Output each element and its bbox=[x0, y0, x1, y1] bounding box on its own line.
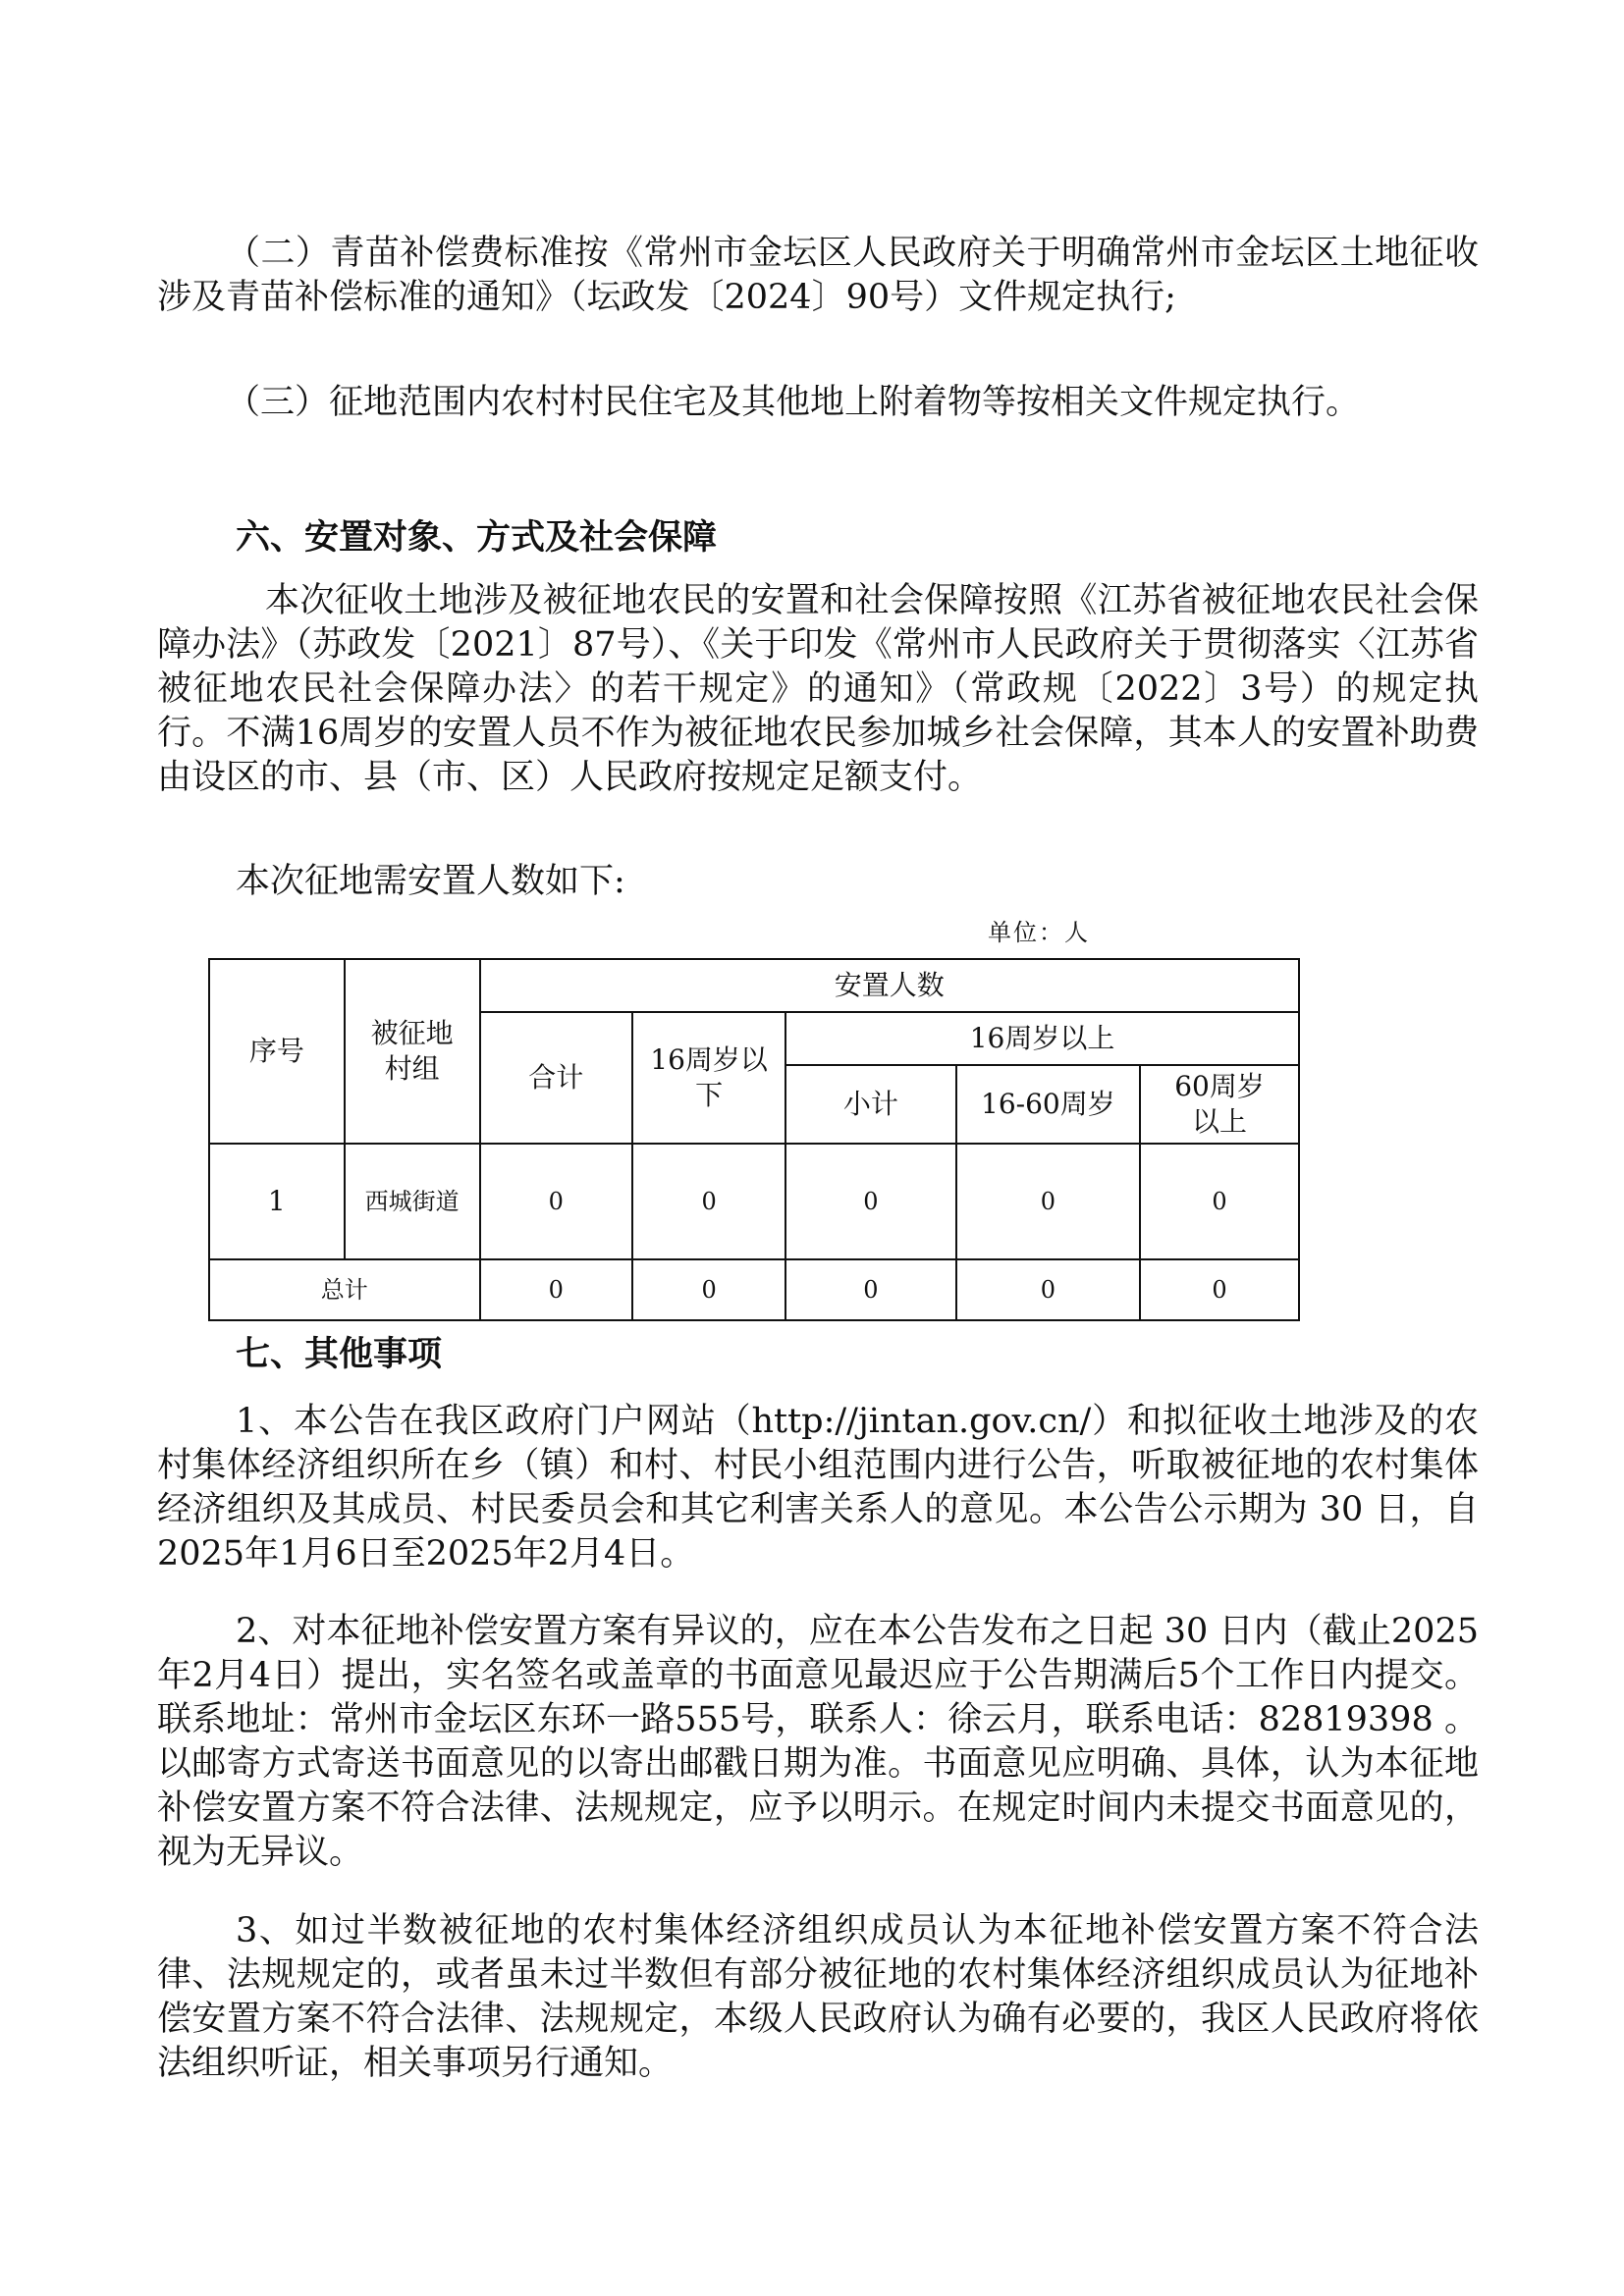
header-total: 合计 bbox=[480, 1012, 633, 1144]
table-header-row-1 bbox=[209, 959, 1299, 1012]
cell-total: 0 bbox=[480, 1144, 633, 1259]
header-village-text: 被征地村组 bbox=[370, 1017, 454, 1085]
header-resettlement-count: 安置人数 bbox=[480, 959, 1300, 1012]
table-unit-label: 单位：人 bbox=[988, 919, 1090, 946]
cell-16-to-60: 0 bbox=[956, 1144, 1141, 1259]
cell-under-16: 0 bbox=[632, 1144, 785, 1259]
paragraph-hearing: 3、如过半数被征地的农村集体经济组织成员认为本征地补偿安置方案不符合法律、法规规定的，或者虽未过半数但有部分被征地的农村集体经济组织成员认为征地补偿安置方案不符合法律、法规规定，本级人民政府认为确有必要的，我区人民政府将依法组织听证，相关事项另行通知。 bbox=[157, 1911, 1479, 2083]
table-row bbox=[209, 1144, 1299, 1259]
section-heading-6: 六、安置对象、方式及社会保障 bbox=[236, 518, 718, 558]
paragraph-announcement-period: 1、本公告在我区政府门户网站（http://jintan.gov.cn/）和拟征收土地涉及的农村集体经济组织所在乡（镇）和村、村民小组范围内进行公告，听取被征地的农村集体经济组织及其成员、村民委员会和其它利害关系人的意见。本公告公示期为 30 日，自2025年1月6日至2025年2月4日。 bbox=[157, 1402, 1479, 1574]
section-heading-7: 七、其他事项 bbox=[236, 1335, 443, 1374]
header-under-16 bbox=[632, 1012, 785, 1144]
header-under-16-text: 16周岁以下 bbox=[650, 1043, 768, 1111]
header-subtotal: 小计 bbox=[785, 1065, 956, 1144]
cell-sum-total: 0 bbox=[480, 1259, 633, 1320]
cell-sum-subtotal: 0 bbox=[785, 1259, 956, 1320]
header-over-16: 16周岁以上 bbox=[785, 1012, 1299, 1065]
paragraph-seedling-compensation: （二）青苗补偿费标准按《常州市金坛区人民政府关于明确常州市金坛区土地征收涉及青苗补偿标准的通知》（坛政发〔2024〕90号）文件规定执行; bbox=[157, 234, 1479, 317]
header-over-60-text: 60周岁以上 bbox=[1174, 1070, 1265, 1138]
header-seq: 序号 bbox=[209, 959, 345, 1144]
resettlement-table bbox=[208, 958, 1300, 1321]
paragraph-social-security: 本次征收土地涉及被征地农民的安置和社会保障按照《江苏省被征地农民社会保障办法》（苏政发〔2021〕87号）、《关于印发《常州市人民政府关于贯彻落实〈江苏省被征地农民社会保障办法〉的若干规定》的通知》（常政规〔2022〕3号）的规定执行。不满16周岁的安置人员不作为被征地农民参加城乡社会保障，其本人的安置补助费由设区的市、县（市、区）人民政府按规定足额支付。 bbox=[157, 581, 1479, 797]
cell-sum-over-60: 0 bbox=[1140, 1259, 1299, 1320]
cell-over-60: 0 bbox=[1140, 1144, 1299, 1259]
header-over-60 bbox=[1140, 1065, 1299, 1144]
header-16-to-60: 16-60周岁 bbox=[956, 1065, 1141, 1144]
table-sum-row bbox=[209, 1259, 1299, 1320]
paragraph-resettlement-count-intro: 本次征地需安置人数如下: bbox=[236, 862, 625, 901]
header-village bbox=[345, 959, 480, 1144]
cell-sum-under-16: 0 bbox=[632, 1259, 785, 1320]
cell-village: 西城街道 bbox=[345, 1144, 480, 1259]
paragraph-objection-procedure: 2、对本征地补偿安置方案有异议的，应在本公告发布之日起 30 日内（截止2025年2月4日）提出，实名签名或盖章的书面意见最迟应于公告期满后5个工作日内提交。联系地址：常州市金坛区东环一路555号，联系人：徐云月，联系电话：82819398 。以邮寄方式寄送书面意见的以寄出邮戳日期为准。书面意见应明确、具体，认为本征地补偿安置方案不符合法律、法规规定，应予以明示。在规定时间内未提交书面意见的，视为无异议。 bbox=[157, 1612, 1479, 1872]
cell-seq: 1 bbox=[209, 1144, 345, 1259]
paragraph-residential-attachments: （三）征地范围内农村村民住宅及其他地上附着物等按相关文件规定执行。 bbox=[226, 383, 1361, 422]
cell-sum-label: 总计 bbox=[209, 1259, 480, 1320]
cell-sum-16-to-60: 0 bbox=[956, 1259, 1141, 1320]
cell-subtotal: 0 bbox=[785, 1144, 956, 1259]
